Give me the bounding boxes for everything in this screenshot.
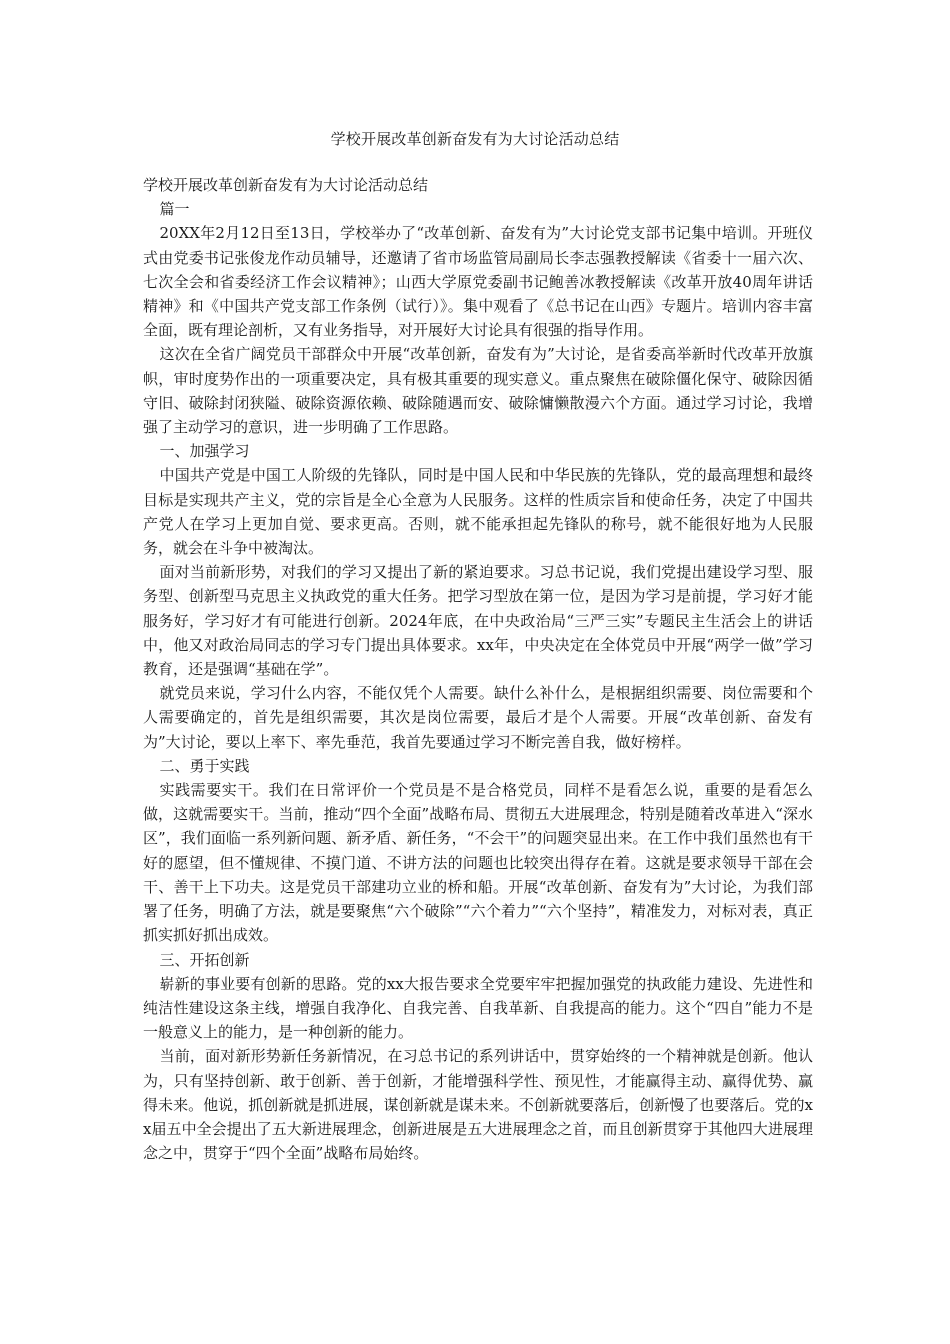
document-title: 学校开展改革创新奋发有为大讨论活动总结 [330,130,620,148]
document-heading: 学校开展改革创新奋发有为大讨论活动总结 [143,176,429,194]
section-label: 篇一 [159,200,190,219]
document-body [143,173,813,1165]
paragraph: 这次在全省广阔党员干部群众中开展“改革创新，奋发有为”大讨论，是省委高举新时代改革开放旗帜，审时度势作出的一项重要决定，具有极其重要的现实意义。重点聚焦在破除僵化保守、破除因循守旧、破除封闭狭隘、破除资源依赖、破除随遇而安、破除慵懒散漫六个方面。通过学习讨论，我增强了主动学习的意识，进一步明确了工作思路。 [143,345,813,437]
section-heading-learning: 一、加强学习 [159,442,250,461]
paragraph: 20XX年2月12日至13日，学校举办了“改革创新、奋发有为”大讨论党支部书记集中培训。开班仪式由党委书记张俊龙作动员辅导，还邀请了省市场监管局副局长李志强教授解读《省委十一届六次、七次全会和省委经济工作会议精神》；山西大学原党委副书记鲍善冰教授解读《改革开放40周年讲话精神》和《中国共产党支部工作条例（试行）》。集中观看了《总书记在山西》专题片。培训内容丰富全面，既有理论剖析，又有业务指导，对开展好大讨论具有很强的指导作用。 [143,224,813,340]
paragraph: 就党员来说，学习什么内容，不能仅凭个人需要。缺什么补什么，是根据组织需要、岗位需要和个人需要确定的，首先是组织需要，其次是岗位需要，最后才是个人需要。开展“改革创新、奋发有为”大讨论，要以上率下、率先垂范，我首先要通过学习不断完善自我，做好榜样。 [143,684,813,751]
paragraph: 面对当前新形势，对我们的学习又提出了新的紧迫要求。习总书记说，我们党提出建设学习型、服务型、创新型马克思主义执政党的重大任务。把学习型放在第一位，是因为学习是前提，学习好才能服务好，学习好才有可能进行创新。2024年底，在中央政治局“三严三实”专题民主生活会上的讲话中，他又对政治局同志的学习专门提出具体要求。xx年，中央决定在全体党员中开展“两学一做”学习教育，还是强调“基础在学”。 [143,563,813,679]
paragraph: 中国共产党是中国工人阶级的先锋队，同时是中国人民和中华民族的先锋队，党的最高理想和最终目标是实现共产主义，党的宗旨是全心全意为人民服务。这样的性质宗旨和使命任务，决定了中国共产党人在学习上更加自觉、要求更高。否则，就不能承担起先锋队的称号，就不能很好地为人民服务，就会在斗争中被淘汰。 [143,466,813,558]
paragraph: 当前，面对新形势新任务新情况，在习总书记的系列讲话中，贯穿始终的一个精神就是创新。他认为，只有坚持创新、敢于创新、善于创新，才能增强科学性、预见性，才能赢得主动、赢得优势、赢得未来。他说，抓创新就是抓进展，谋创新就是谋未来。不创新就要落后，创新慢了也要落后。党的xx届五中全会提出了五大新进展理念，创新进展是五大进展理念之首，而且创新贯穿于其他四大进展理念之中，贯穿于“四个全面”战略布局始终。 [143,1047,813,1163]
section-heading-innovation: 三、开拓创新 [159,950,250,969]
paragraph: 实践需要实干。我们在日常评价一个党员是不是合格党员，同样不是看怎么说，重要的是看怎么做，这就需要实干。当前，推动“四个全面”战略布局、贯彻五大进展理念，特别是随着改革进入“深水区”，我们面临一系列新问题、新矛盾、新任务，“不会干”的问题突显出来。在工作中我们虽然也有干好的愿望，但不懂规律、不摸门道、不讲方法的问题也比较突出得存在着。这就是要求领导干部在会干、善干上下功夫。这是党员干部建功立业的桥和船。开展“改革创新、奋发有为”大讨论，为我们部署了任务，明确了方法，就是要聚焦“六个破除”“六个着力”“六个坚持”，精准发力，对标对表，真正抓实抓好抓出成效。 [143,781,813,945]
section-heading-practice: 二、勇于实践 [159,756,250,775]
paragraph: 崭新的事业要有创新的思路。党的xx大报告要求全党要牢牢把握加强党的执政能力建设、先进性和纯洁性建设这条主线，增强自我净化、自我完善、自我革新、自我提高的能力。这个“四自”能力不是一般意义上的能力，是一种创新的能力。 [143,974,813,1042]
